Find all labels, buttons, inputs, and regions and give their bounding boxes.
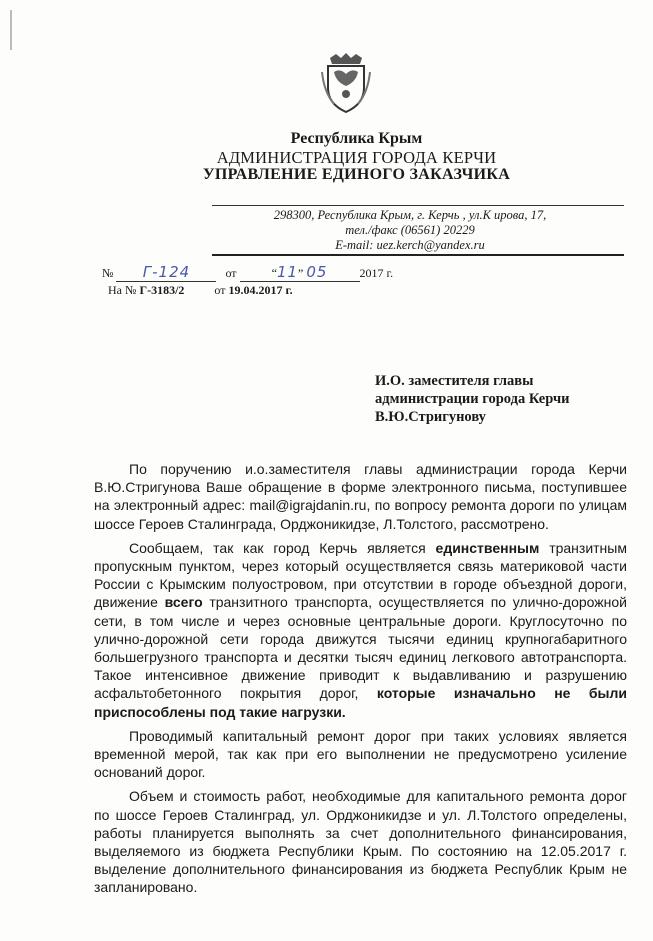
outgoing-from-label: от [225, 266, 237, 280]
incoming-number: Г-3183/2 [139, 283, 185, 297]
paragraph-4: Объем и стоимость работ, необходимые для капитального ремонта дорог по шоссе Героев Сталинград, ул. Орджоникидзе и ул. Л.Толстого определены, работы планируется выполнять за счет дополнительного финансирования, выделяемого из бюджета Республики Крым. По состоянию на 12.05.2017 г. выделение дополнительного финансирования из бюджета Республик Крым не запланировано. [94, 788, 627, 896]
p2-bold-end: которые изначально не были приспособлены под такие нагрузки. [94, 685, 627, 720]
header-republic: Республика Крым [290, 130, 423, 147]
addressee-line-3: В.Ю.Стригунову [375, 409, 486, 425]
p2-text-a: Сообщаем, так как город Керчь является [129, 539, 436, 556]
p2-text-c: транзитным пропускным пунктом, через который осуществляется связь материковой части России с Крымским полуостровом, при отсутствии в городе объездной дороги, движение [94, 539, 627, 611]
outgoing-no-value: Г-124 [142, 263, 191, 281]
contact-address: 298300, Республика Крым, г. Керчь , ул.К ирова, 17, [273, 208, 547, 222]
margin-mark [10, 10, 12, 50]
outgoing-month: 05 [306, 263, 328, 281]
outgoing-no-field [116, 263, 216, 282]
addressee-line-1: И.О. заместителя главы [375, 373, 534, 389]
letter-body [94, 460, 627, 903]
divider-top [212, 205, 624, 206]
incoming-date: 19.04.2017 г. [228, 283, 293, 297]
incoming-label: На № [108, 283, 137, 297]
contact-email: E-mail: uez.kerch@yandex.ru [335, 238, 485, 252]
incoming-from-label: от [214, 283, 226, 297]
addressee-block [375, 372, 569, 426]
outgoing-reference [102, 263, 393, 282]
coat-of-arms-icon [320, 52, 372, 114]
p2-bold-all: всего [164, 594, 203, 611]
contact-phone: тел./факс (06561) 20229 [345, 223, 475, 237]
addressee-line-2: администрации города Керчи [375, 391, 570, 407]
paragraph-1: По поручению и.о.заместителя главы администрации города Керчи В.Ю.Стригунова Ваше обращение в форме электронного письма, поступившее на электронный адрес: mail@igrajdanin.ru, по вопросу ремонта дороги по улицам шоссе Героев Сталинграда, Орджоникидзе, Л.Толстого, рассмотрено. [94, 461, 627, 532]
incoming-reference [108, 283, 293, 298]
outgoing-day: 11 [276, 263, 299, 281]
header-department: УПРАВЛЕНИЕ ЕДИНОГО ЗАКАЗЧИКА [202, 166, 511, 183]
outgoing-date-field: “11” 05 [240, 263, 360, 282]
header-administration: АДМИНИСТРАЦИЯ ГОРОДА КЕРЧИ [216, 148, 497, 167]
p2-bold-only: единственным [435, 539, 540, 556]
paragraph-3: Проводимый капитальный ремонт дорог при таких условиях является временной мерой, так как при его выполнении не предусмотрено усиление оснований дорог. [94, 727, 627, 781]
outgoing-no-label: № [102, 266, 114, 280]
outgoing-year: 2017 г. [359, 266, 394, 280]
divider-bottom [212, 254, 624, 256]
paragraph-2 [94, 539, 627, 721]
p2-text-e: транзитного транспорта, осуществляется по улично-дорожной сети, в том числе и через основные центральные дороги. Круглосуточно по улично-дорожной сети города движутся тысячи единиц крупногабаритного большегрузного транспорта и десятки тысяч единиц легкового автотранспорта. Такое интенсивное движение приводит к выдавливанию и разрушению асфальтобетонного покрытия дорог, [94, 594, 627, 702]
